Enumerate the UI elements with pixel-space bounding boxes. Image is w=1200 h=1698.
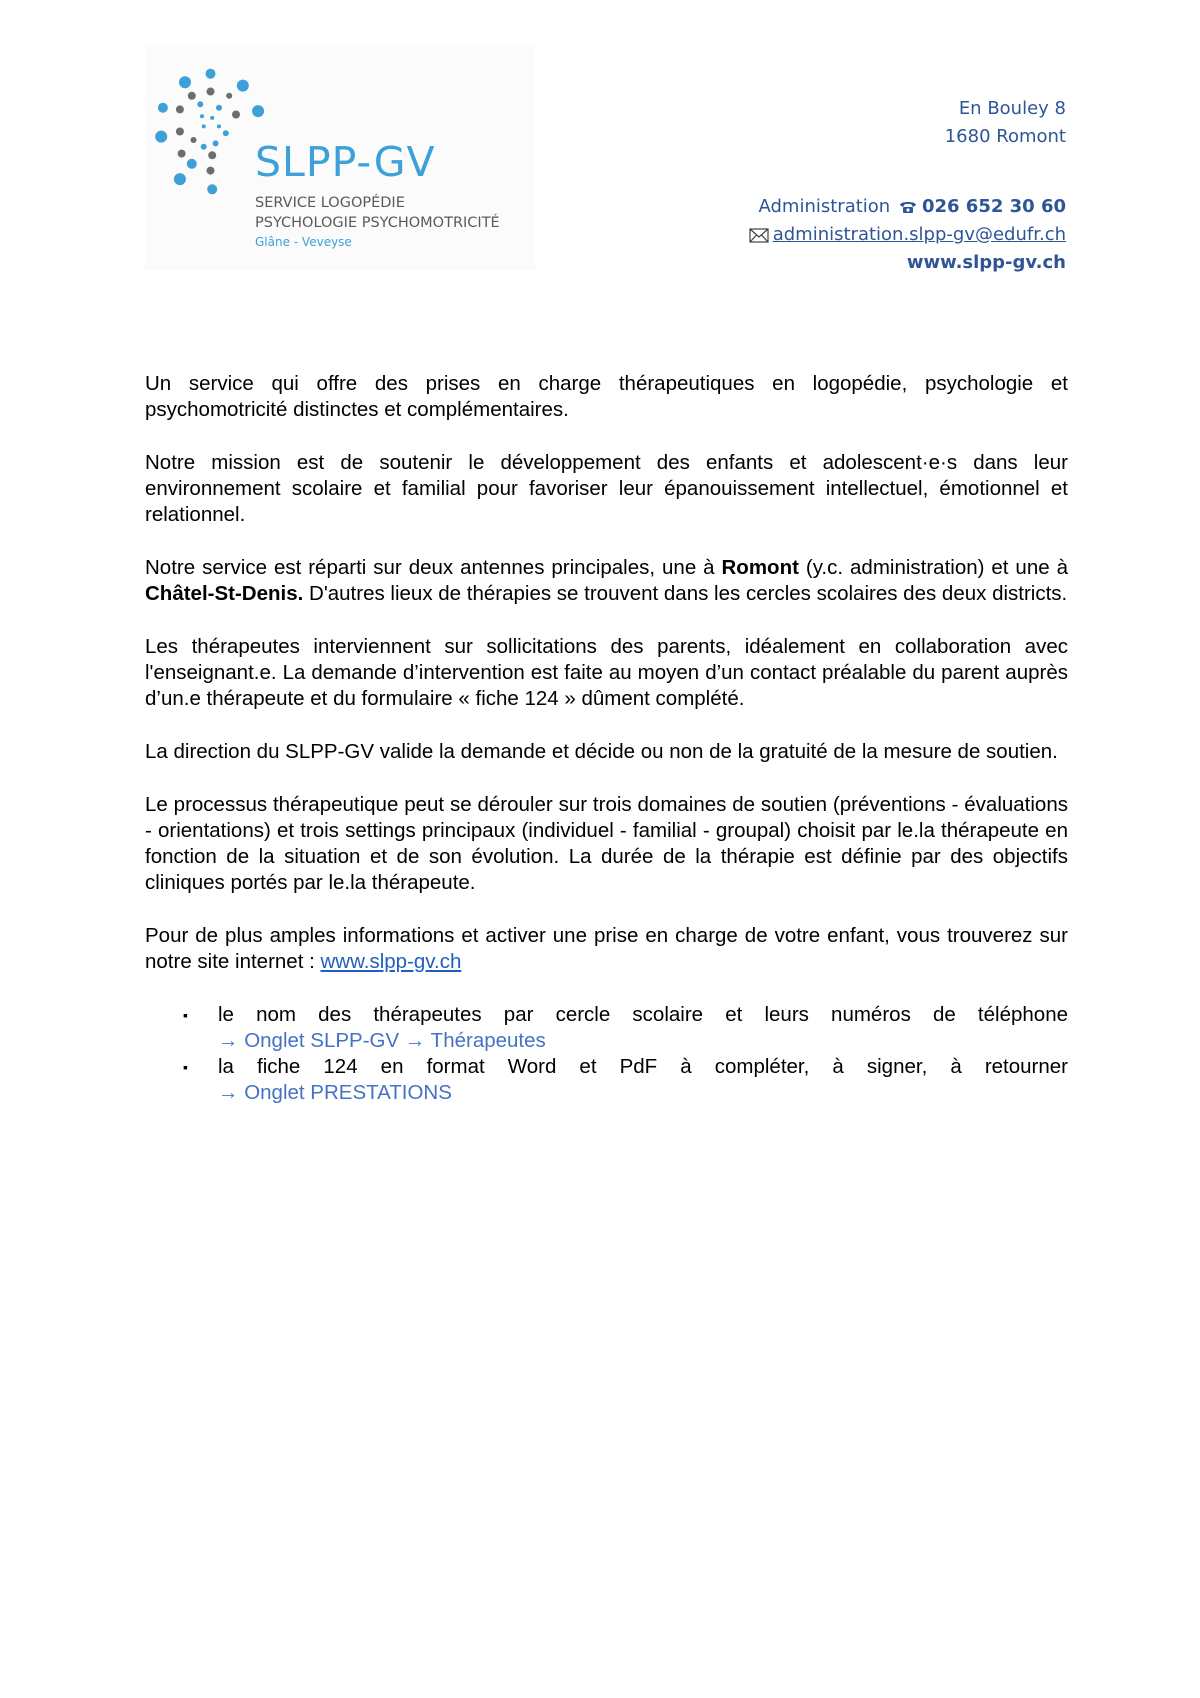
logo-dot	[187, 159, 197, 169]
logo-dot	[252, 105, 264, 117]
paragraph-locations	[145, 555, 1068, 607]
logo-subtitle-line2: PSYCHOLOGIE PSYCHOMOTRICITÉ	[255, 215, 500, 231]
logo-dot	[206, 69, 216, 79]
list-item-text: la fiche 124 en format Word et PdF à compléter, à signer, à retourner	[218, 1055, 1068, 1078]
logo-region: Glâne - Veveyse	[255, 235, 352, 249]
paragraph-more-info	[145, 923, 1068, 975]
logo-dot	[210, 116, 214, 120]
slpp-gv-logo	[145, 45, 535, 270]
logo-dot	[213, 140, 219, 146]
envelope-icon	[749, 228, 769, 243]
logo-dot	[158, 103, 168, 113]
paragraph-mission: Notre mission est de soutenir le développement des enfants et adolescent·e·s dans leur environnement scolaire et familial pour favoriser leur épanouissement intellectuel, émotionnel et relationnel.	[145, 451, 1068, 526]
logo-dot	[197, 101, 203, 107]
email-link[interactable]: administration.slpp-gv@edufr.ch	[772, 224, 1066, 245]
logo-dot	[232, 111, 240, 119]
logo-dot	[201, 144, 207, 150]
logo-dot	[223, 130, 229, 136]
list-item-nav: → Onglet SLPP-GV → Thérapeutes	[218, 1029, 546, 1052]
list-item	[145, 1002, 1068, 1054]
info-list	[145, 1002, 1068, 1106]
logo-dot	[216, 105, 222, 111]
website-link[interactable]: www.slpp-gv.ch	[906, 252, 1066, 273]
logo-dot	[226, 93, 232, 99]
main-text	[145, 371, 1068, 1106]
logo-dots-graphic	[145, 45, 265, 205]
contact-block	[566, 95, 1066, 277]
email-row	[566, 221, 1066, 249]
logo-dot	[178, 150, 186, 158]
logo-dot	[179, 76, 191, 88]
address-city: 1680 Romont	[944, 126, 1066, 147]
logo-title: SLPP-GV	[255, 138, 436, 186]
logo-dot	[207, 88, 215, 96]
letterhead	[0, 0, 1200, 300]
text-span: (y.c. administration) et une à	[798, 556, 1068, 579]
logo-dot	[155, 131, 167, 143]
list-item-nav: → Onglet PRESTATIONS	[218, 1081, 452, 1104]
list-item	[145, 1054, 1068, 1106]
text-span: D'autres lieux de thérapies se trouvent dans les cercles scolaires des deux districts.	[303, 582, 1068, 605]
phone-number[interactable]: 026 652 30 60	[921, 196, 1066, 217]
address-street: En Bouley 8	[958, 98, 1066, 119]
logo-subtitle-line1: SERVICE LOGOPÉDIE	[255, 195, 405, 211]
website-body-link[interactable]: www.slpp-gv.ch	[320, 950, 462, 973]
logo-dot	[176, 105, 184, 113]
list-item-text: le nom des thérapeutes par cercle scolaire et leurs numéros de téléphone	[218, 1003, 1068, 1026]
bullet-marker: ▪	[183, 1059, 188, 1075]
paragraph-intro: Un service qui offre des prises en charge thérapeutiques en logopédie, psychologie et psychomotricité distinctes et complémentaires.	[145, 372, 1068, 421]
text-span: Notre service est réparti sur deux antennes principales, une à	[145, 556, 722, 579]
logo-dot	[174, 173, 186, 185]
paragraph-direction: La direction du SLPP-GV valide la demande et décide ou non de la gratuité de la mesure de soutien.	[145, 740, 1058, 763]
logo-dot	[208, 151, 216, 159]
location-chatel: Châtel-St-Denis.	[145, 582, 304, 605]
text-span: Pour de plus amples informations et activer une prise en charge de votre enfant, vous trouverez sur notre site internet :	[145, 924, 1068, 973]
logo-dot	[188, 92, 196, 100]
phone-icon	[898, 199, 918, 215]
admin-label: Administration	[758, 196, 891, 217]
logo-dot	[207, 184, 217, 194]
logo-dot	[202, 124, 206, 128]
location-romont: Romont	[721, 556, 799, 579]
logo-dot	[176, 128, 184, 136]
bullet-marker: ▪	[183, 1007, 188, 1023]
logo-dot	[200, 114, 204, 118]
logo-dot	[217, 124, 221, 128]
logo-dot	[207, 167, 215, 175]
logo-dot	[191, 137, 197, 143]
paragraph-request: Les thérapeutes interviennent sur sollicitations des parents, idéalement en collaboration avec l'enseignant.e. La demande d’intervention est faite au moyen d’un contact préalable du parent auprès d’un.e thérapeute et du formulaire « fiche 124 » dûment complété.	[145, 635, 1068, 710]
phone-row	[566, 193, 1066, 221]
logo-dot	[237, 80, 249, 92]
paragraph-process: Le processus thérapeutique peut se dérouler sur trois domaines de soutien (préventions - évaluations - orientations) et trois settings principaux (individuel - familial - groupal) choisit par le.la thérapeute en fonction de la situation et de son évolution. La durée de la thérapie est définie par des objectifs cliniques portés par le.la thérapeute.	[145, 793, 1068, 894]
